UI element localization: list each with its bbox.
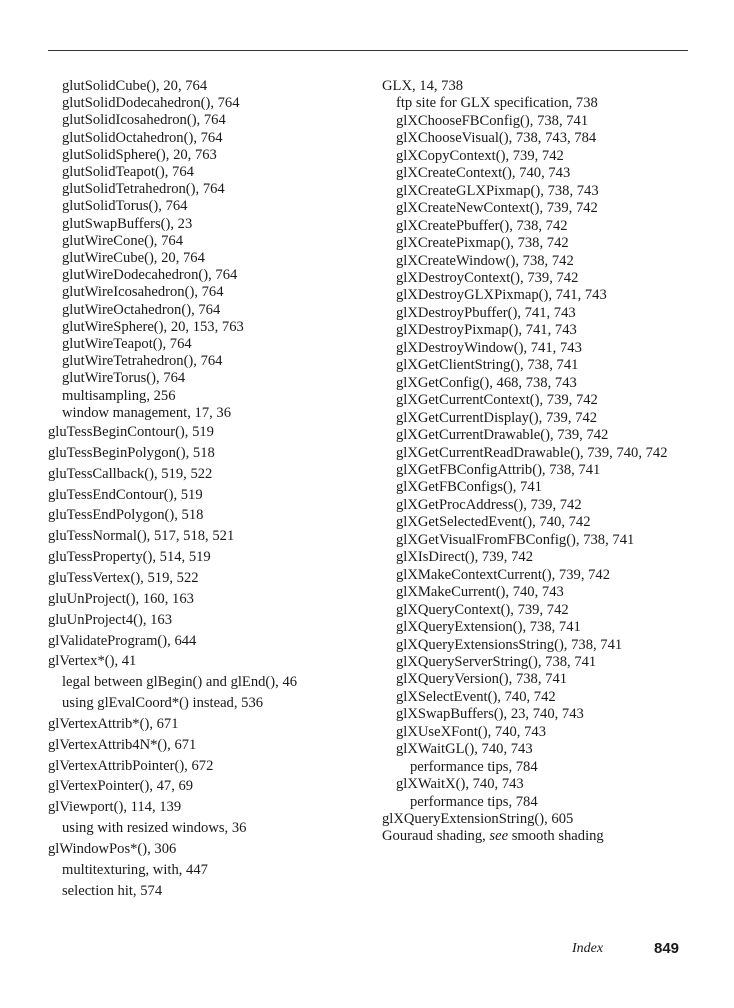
- index-entry-term: Gouraud shading,: [382, 828, 490, 845]
- index-entry: glXCreatePbuffer(), 738, 742: [396, 217, 568, 234]
- index-entry: gluTessEndContour(), 519: [48, 486, 203, 503]
- index-entry: multisampling, 256: [62, 387, 176, 404]
- index-entry: glXGetSelectedEvent(), 740, 742: [396, 514, 591, 531]
- index-entry: glXGetCurrentReadDrawable(), 739, 740, 742: [396, 444, 668, 461]
- index-entry: glutSolidTorus(), 764: [62, 198, 188, 215]
- index-entry: glutSolidCube(), 20, 764: [62, 78, 208, 94]
- index-entry: glXDestroyContext(), 739, 742: [396, 269, 579, 286]
- index-entry: glXDestroyPbuffer(), 741, 743: [396, 304, 576, 321]
- index-entry: gluTessNormal(), 517, 518, 521: [48, 528, 235, 545]
- index-entry: glutWireIcosahedron(), 764: [62, 284, 224, 301]
- index-entry: glutSwapBuffers(), 23: [62, 215, 193, 232]
- index-entry: glXCreateWindow(), 738, 742: [396, 252, 574, 269]
- index-entry: glXMakeContextCurrent(), 739, 742: [396, 566, 611, 583]
- index-entry: gluTessBeginPolygon(), 518: [48, 444, 215, 461]
- index-entry: glVertexAttribPointer(), 672: [48, 757, 214, 774]
- index-entry: glutSolidSphere(), 20, 763: [62, 146, 217, 163]
- index-entry: glXCopyContext(), 739, 742: [396, 147, 564, 164]
- index-entry: glutWireTeapot(), 764: [62, 336, 192, 353]
- index-entry: glutSolidOctahedron(), 764: [62, 129, 223, 146]
- index-entry: glXGetCurrentDisplay(), 739, 742: [396, 409, 598, 426]
- index-entry: gluTessVertex(), 519, 522: [48, 569, 199, 586]
- index-entry: glXChooseFBConfig(), 738, 741: [396, 112, 589, 129]
- index-entry: glXIsDirect(), 739, 742: [396, 549, 533, 566]
- footer-section-label: Index: [572, 941, 604, 956]
- index-entry: glutWireTorus(), 764: [62, 370, 186, 387]
- index-entry: GLX, 14, 738: [382, 78, 464, 94]
- see-reference: see: [489, 828, 509, 845]
- index-entry: glVertexAttrib4N*(), 671: [48, 736, 197, 753]
- index-entry: glXGetProcAddress(), 739, 742: [396, 496, 582, 513]
- index-entry: glutWireCube(), 20, 764: [62, 250, 205, 267]
- index-entry: glXGetConfig(), 468, 738, 743: [396, 374, 577, 391]
- index-entry: using with resized windows, 36: [62, 820, 247, 837]
- index-entry: glXGetFBConfigAttrib(), 738, 741: [396, 461, 601, 478]
- index-entry: glXGetClientString(), 738, 741: [396, 357, 579, 374]
- index-entry: glutWireDodecahedron(), 764: [62, 267, 238, 284]
- index-entry: glXGetCurrentDrawable(), 739, 742: [396, 427, 609, 444]
- index-entry: glXQueryServerString(), 738, 741: [396, 653, 597, 670]
- index-entry: glutSolidTeapot(), 764: [62, 164, 194, 181]
- header-rule: [48, 50, 688, 51]
- index-entry: [382, 828, 722, 845]
- index-entry: glXCreateNewContext(), 739, 742: [396, 200, 598, 217]
- index-entry: glutWireSphere(), 20, 153, 763: [62, 318, 244, 335]
- index-entry: glXSelectEvent(), 740, 742: [396, 688, 556, 705]
- index-entry: glXQueryVersion(), 738, 741: [396, 671, 568, 688]
- index-entry: window management, 17, 36: [62, 404, 232, 421]
- index-entry: glXChooseVisual(), 738, 743, 784: [396, 130, 597, 147]
- index-entry: gluTessEndPolygon(), 518: [48, 507, 204, 524]
- index-entry: glValidateProgram(), 644: [48, 632, 197, 649]
- index-column-right: [382, 78, 722, 846]
- index-entry: glXGetCurrentContext(), 739, 742: [396, 392, 598, 409]
- index-entry: gluUnProject4(), 163: [48, 611, 173, 628]
- page-number: 849: [654, 940, 680, 957]
- index-entry: glutSolidDodecahedron(), 764: [62, 95, 240, 112]
- index-entry: glutWireCone(), 764: [62, 232, 183, 249]
- index-entry: glViewport(), 114, 139: [48, 799, 182, 816]
- index-entry: glutWireOctahedron(), 764: [62, 301, 221, 318]
- index-entry: glXGetFBConfigs(), 741: [396, 479, 542, 496]
- index-column-left: [48, 78, 368, 901]
- index-entry: gluUnProject(), 160, 163: [48, 590, 194, 607]
- index-entry: glXDestroyGLXPixmap(), 741, 743: [396, 287, 607, 304]
- index-entry: glutSolidIcosahedron(), 764: [62, 112, 226, 129]
- index-entry: using glEvalCoord*() instead, 536: [62, 695, 264, 712]
- see-target: smooth shading: [508, 828, 604, 845]
- index-entry: glXQueryExtension(), 738, 741: [396, 619, 581, 636]
- index-entry: ftp site for GLX specification, 738: [396, 95, 598, 112]
- index-entry: glXMakeCurrent(), 740, 743: [396, 584, 564, 601]
- index-entry: glXQueryExtensionsString(), 738, 741: [396, 636, 623, 653]
- index-entry: glVertexPointer(), 47, 69: [48, 778, 194, 795]
- index-entry: glXCreateGLXPixmap(), 738, 743: [396, 182, 599, 199]
- index-entry: performance tips, 784: [410, 758, 538, 775]
- index-entry: selection hit, 574: [62, 882, 163, 899]
- index-entry: gluTessCallback(), 519, 522: [48, 465, 213, 482]
- index-entry: gluTessBeginContour(), 519: [48, 424, 214, 441]
- index-entry: glXUseXFont(), 740, 743: [396, 723, 546, 740]
- index-entry: glutWireTetrahedron(), 764: [62, 353, 223, 370]
- index-entry: glWindowPos*(), 306: [48, 840, 177, 857]
- index-entry: glVertex*(), 41: [48, 653, 137, 670]
- index-entry: glXDestroyWindow(), 741, 743: [396, 339, 582, 356]
- index-entry: glXCreateContext(), 740, 743: [396, 165, 571, 182]
- index-entry: glXQueryExtensionString(), 605: [382, 811, 574, 828]
- index-entry: glXWaitGL(), 740, 743: [396, 741, 533, 758]
- index-entry: glXDestroyPixmap(), 741, 743: [396, 322, 577, 339]
- index-entry: legal between glBegin() and glEnd(), 46: [62, 674, 298, 691]
- index-entry: glXQueryContext(), 739, 742: [396, 601, 569, 618]
- index-entry: glXCreatePixmap(), 738, 742: [396, 235, 569, 252]
- index-entry: glutSolidTetrahedron(), 764: [62, 181, 225, 198]
- index-entry: glVertexAttrib*(), 671: [48, 715, 179, 732]
- index-entry: multitexturing, with, 447: [62, 861, 208, 878]
- index-entry: performance tips, 784: [410, 793, 538, 810]
- index-entry: gluTessProperty(), 514, 519: [48, 549, 211, 566]
- index-entry: glXGetVisualFromFBConfig(), 738, 741: [396, 531, 635, 548]
- index-entry: glXSwapBuffers(), 23, 740, 743: [396, 706, 584, 723]
- index-entry: glXWaitX(), 740, 743: [396, 776, 524, 793]
